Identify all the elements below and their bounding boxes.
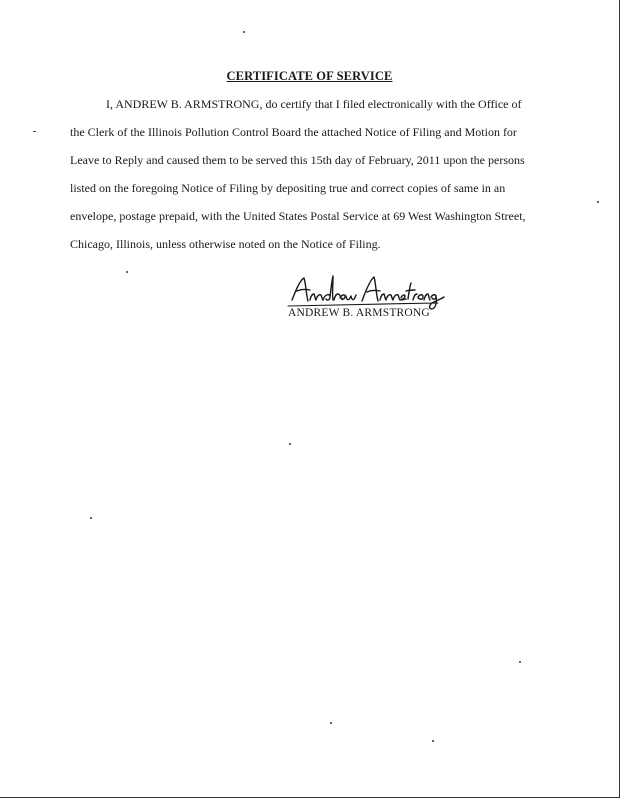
scan-speck bbox=[432, 740, 434, 742]
certificate-line-1: I, ANDREW B. ARMSTRONG, do certify that I filed electronically with the Office of bbox=[106, 97, 522, 111]
signer-printed-name: ANDREW B. ARMSTRONG bbox=[288, 307, 430, 319]
certificate-line-5: envelope, postage prepaid, with the United States Postal Service at 69 West Washington Street, bbox=[70, 209, 526, 223]
scan-speck bbox=[243, 31, 245, 33]
certificate-line-2: the Clerk of the Illinois Pollution Control Board the attached Notice of Filing and Motion for bbox=[70, 125, 517, 139]
handwritten-signature bbox=[284, 270, 448, 312]
scan-speck bbox=[289, 443, 291, 445]
scan-speck bbox=[33, 131, 36, 132]
scan-speck bbox=[330, 722, 332, 724]
certificate-line-6: Chicago, Illinois, unless otherwise noted on the Notice of Filing. bbox=[70, 237, 381, 251]
scan-speck bbox=[126, 271, 128, 273]
certificate-line-3: Leave to Reply and caused them to be served this 15th day of February, 2011 upon the persons bbox=[70, 153, 525, 167]
scan-speck bbox=[90, 517, 92, 519]
scan-speck bbox=[597, 201, 599, 203]
scan-speck bbox=[519, 661, 521, 663]
certificate-title: CERTIFICATE OF SERVICE bbox=[226, 69, 393, 83]
certificate-line-4: listed on the foregoing Notice of Filing by depositing true and correct copies of same in an bbox=[70, 181, 506, 195]
